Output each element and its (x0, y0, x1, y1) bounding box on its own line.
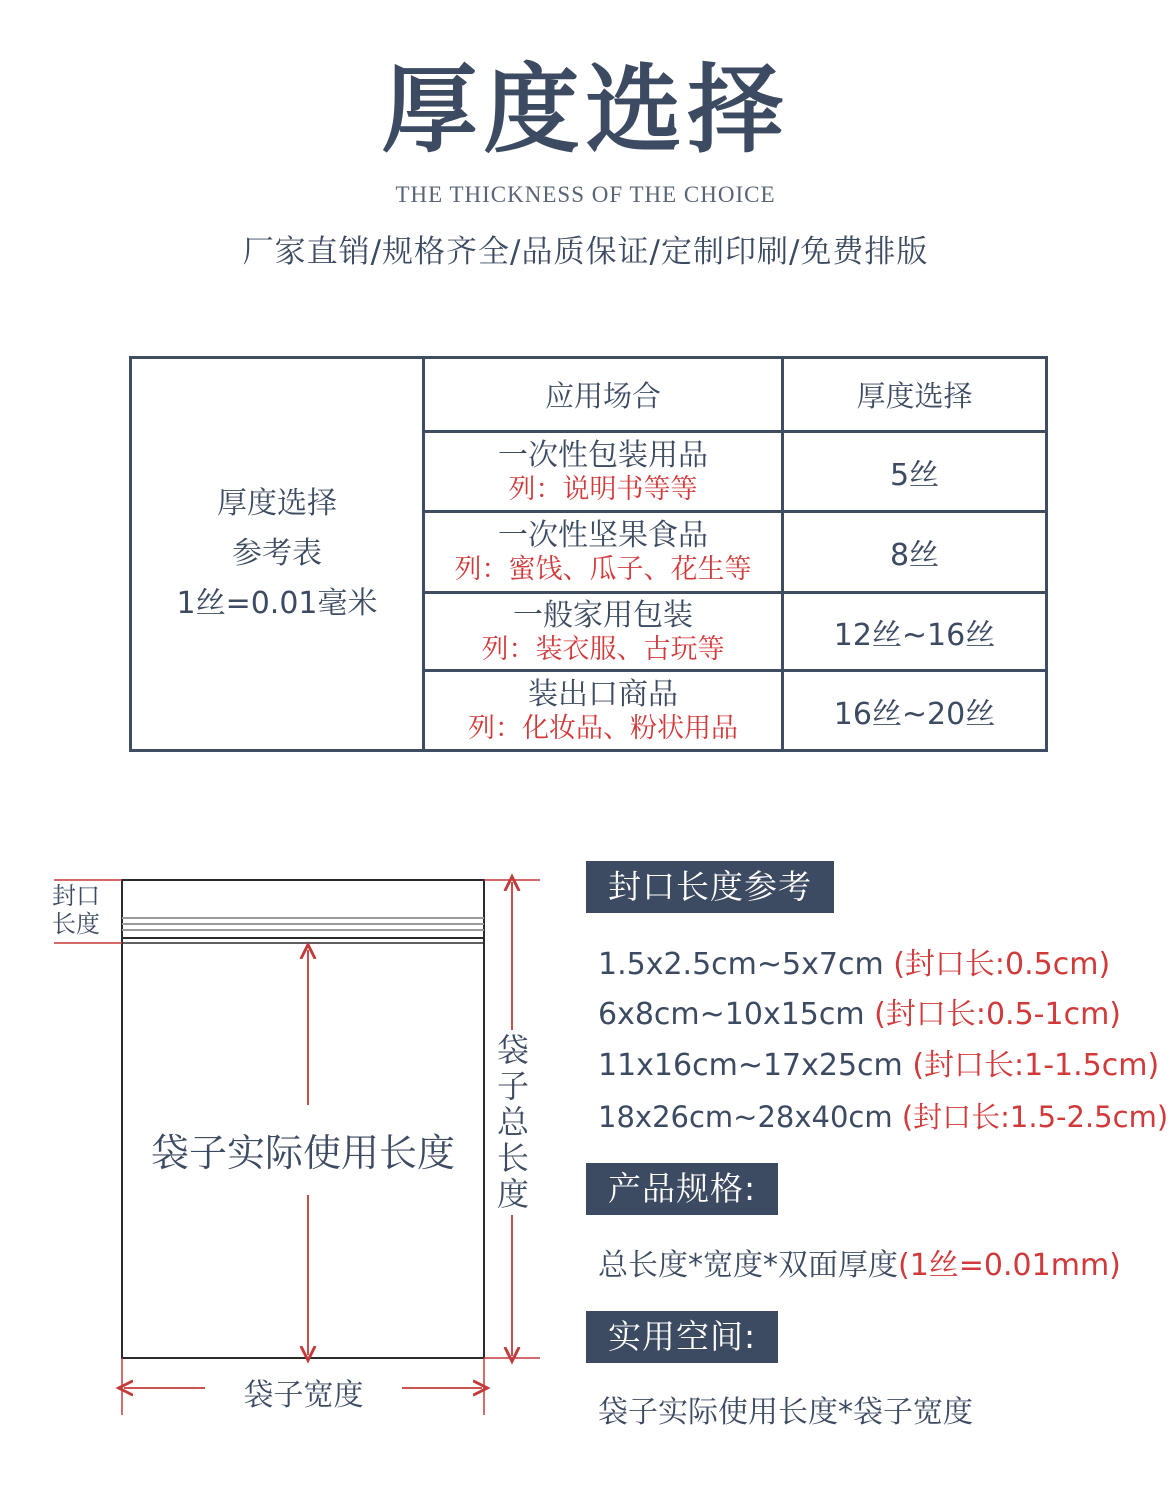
thickness-value: 5丝 (783, 432, 1047, 512)
spec-note: (1丝=0.01mm) (898, 1248, 1121, 1283)
bag-outline (122, 880, 484, 1358)
left-label-line: 厚度选择 (217, 486, 337, 521)
seal-label-line: 长度 (52, 910, 100, 938)
left-label-line: 参考表 (232, 536, 322, 571)
space-heading: 实用空间: (586, 1311, 778, 1363)
spec-heading: 产品规格: (586, 1163, 778, 1215)
seal-ref-line (598, 939, 1110, 983)
thickness-table (129, 356, 1048, 752)
usage-cell (424, 432, 783, 512)
table-left-label (131, 358, 424, 751)
space-text: 袋子实际使用长度*袋子宽度 (598, 1395, 973, 1430)
usage-item: 一次性坚果食品 (498, 518, 708, 553)
usage-item: 一般家用包装 (513, 597, 693, 633)
column-header-thickness: 厚度选择 (783, 358, 1047, 432)
usage-item: 装出口商品 (528, 676, 678, 712)
size-range: 18x26cm~28x40cm (598, 1100, 902, 1134)
thickness-value: 12丝~16丝 (783, 593, 1047, 671)
thickness-value: 8丝 (783, 512, 1047, 593)
thickness-value: 16丝~20丝 (783, 671, 1047, 751)
size-range: 11x16cm~17x25cm (598, 1048, 913, 1083)
usage-cell (424, 593, 783, 671)
total-length-label: 袋子总长度 (496, 1031, 529, 1213)
usage-cell (424, 512, 783, 593)
seal-length-label (52, 882, 100, 938)
usage-example: 列：说明书等等 (508, 473, 698, 505)
page-title: 厚度选择 (381, 54, 790, 166)
usage-item: 一次性包装用品 (498, 437, 708, 473)
size-range: 1.5x2.5cm~5x7cm (598, 947, 894, 982)
width-label: 袋子宽度 (243, 1378, 364, 1413)
tagline: 厂家直销/规格齐全/品质保证/定制印刷/免费排版 (242, 234, 929, 270)
seal-ref-heading: 封口长度参考 (586, 861, 834, 913)
actual-length-label: 袋子实际使用长度 (150, 1131, 455, 1175)
page-subtitle-en: THE THICKNESS OF THE CHOICE (395, 182, 776, 207)
seal-length: (封口长:1-1.5cm) (912, 1048, 1160, 1083)
seal-length: (封口长:0.5cm) (893, 947, 1111, 982)
seal-label-line: 封口 (52, 882, 100, 910)
seal-ref-line (598, 989, 1121, 1033)
column-header-usage: 应用场合 (424, 358, 783, 432)
usage-example: 列：蜜饯、瓜子、花生等 (454, 554, 752, 585)
bag-diagram (40, 860, 560, 1434)
usage-example: 列：装衣服、古玩等 (481, 633, 725, 665)
seal-ref-line (598, 1040, 1159, 1084)
left-label-line: 1丝=0.01毫米 (176, 586, 378, 621)
spec-text: 总长度*宽度*双面厚度 (598, 1248, 898, 1283)
seal-ref-line (598, 1095, 1168, 1136)
spec-line (598, 1240, 1121, 1284)
usage-cell (424, 671, 783, 751)
size-range: 6x8cm~10x15cm (598, 997, 875, 1032)
seal-length: (封口长:1.5-2.5cm) (901, 1100, 1169, 1134)
seal-length: (封口长:0.5-1cm) (874, 997, 1121, 1032)
usage-example: 列：化妆品、粉状用品 (468, 712, 738, 744)
